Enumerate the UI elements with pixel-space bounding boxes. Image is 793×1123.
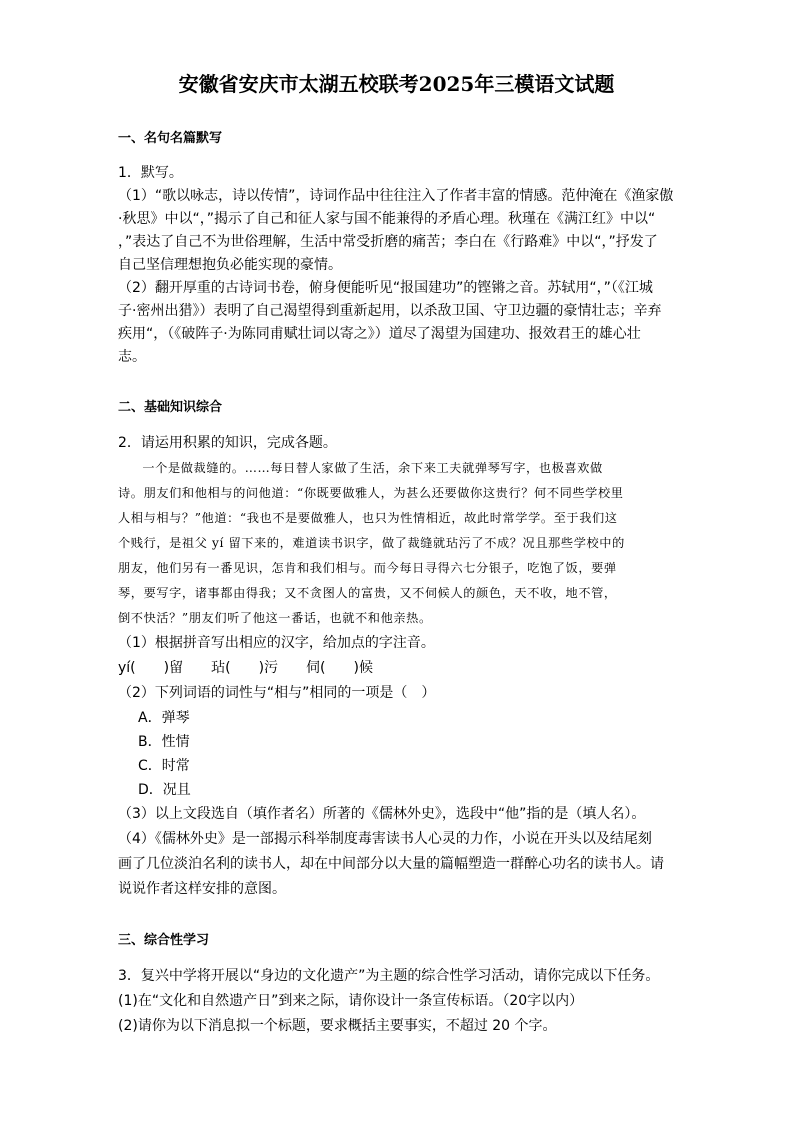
sub-question-1: （1）根据拼音写出相应的汉字，给加点的字注音。 — [118, 635, 435, 651]
text-line: ·秋思》中以“，”揭示了自己和征人家与国不能兼得的矛盾心理。秋瑾在《满江红》中以“ — [118, 211, 656, 227]
text-line: 说说作者这样安排的意图。 — [118, 881, 286, 897]
text-line: 画了几位淡泊名利的读书人，却在中间部分以大量的篇幅塑造一群醉心功名的读书人。请 — [118, 856, 664, 872]
text-line: 志。 — [118, 349, 146, 365]
passage-line: 一个是做裁缝的。……每日替人家做了生活，余下来工夫就弹琴写字，也极喜欢做 — [142, 461, 603, 475]
passage-line: 倒不快活？”朋友们听了他这一番话，也就不和他亲热。 — [118, 611, 432, 625]
passage-line: 朋友，他们另有一番见识，怎肯和我们相与。而今每日寻得六七分银子，吃饱了饭，要弹 — [118, 561, 617, 575]
task-2: (2)请你为以下消息拟一个标题，要求概括主要事实，不超过 20 个字。 — [118, 1018, 557, 1034]
option-a: A．弹琴 — [138, 710, 190, 726]
section-heading-3: 三、综合性学习 — [118, 933, 210, 948]
question-1-part-2 — [118, 277, 678, 369]
section-heading-2: 二、基础知识综合 — [118, 400, 223, 415]
sub-question-4 — [118, 827, 678, 902]
passage-line: 诗。朋友们和他相与的问他道：“你既要做雅人，为甚么还要做你这贵行？何不同些学校里 — [118, 486, 624, 500]
section-heading-1: 一、名句名篇默写 — [118, 131, 223, 146]
text-line: （1）“歌以咏志，诗以传情”，诗词作品中往往注入了作者丰富的情感。范仲淹在《渔家傲 — [118, 188, 674, 204]
text-line: （4）《儒林外史》是一部揭示科举制度毒害读书人心灵的力作，小说在开头以及结尾刻 — [118, 831, 652, 847]
task-1: (1)在“文化和自然遗产日”到来之际，请你设计一条宣传标语。（20字以内） — [118, 993, 584, 1009]
sub-question-2: （2）下列词语的词性与“相与”相同的一项是（ ） — [118, 685, 436, 701]
option-d: D．况且 — [138, 782, 191, 798]
pinyin-item: 玷( )污 — [211, 660, 279, 676]
sub-question-3: （3）以上文段选自（填作者名）所著的《儒林外史》，选段中“他”指的是（填人名）。 — [118, 806, 646, 822]
text-line: 自己坚信理想抱负必能实现的豪情。 — [118, 257, 342, 273]
document-body — [118, 128, 678, 1039]
question-2-stem: 2．请运用积累的知识，完成各题。 — [118, 435, 337, 451]
text-line: 子·密州出猎》）表明了自己渴望得到重新起用，以杀敌卫国、守卫边疆的豪情壮志；辛弃 — [118, 303, 662, 319]
pinyin-items — [118, 656, 678, 681]
option-c: C．时常 — [138, 758, 190, 774]
pinyin-item: 伺( )候 — [306, 660, 373, 676]
passage-line: 琴，要写字，诸事都由得我；又不贪图人的富贵，又不伺候人的颜色，天不收，地不管， — [118, 586, 617, 600]
option-b: B．性情 — [138, 734, 190, 750]
text-line: （2）翻开厚重的古诗词书卷，俯身便能听见“报国建功”的铿锵之音。苏轼用“，”（《江城 — [118, 280, 653, 296]
page-title: 安徽省安庆市太湖五校联考2025年三模语文试题 — [178, 72, 615, 96]
passage-line: 人相与相与？”他道：“我也不是要做雅人，也只为性情相近，故此时常学学。至于我们这 — [118, 511, 618, 525]
text-line: 疾用“，（《破阵子·为陈同甫赋壮词以寄之》）道尽了渴望为国建功、报效君王的雄心壮 — [118, 326, 641, 342]
question-1-stem: 1．默写。 — [118, 165, 183, 181]
question-1-part-1 — [118, 185, 678, 277]
pinyin-item: yí( )留 — [118, 660, 184, 676]
text-line: ，”表达了自己不为世俗理解，生活中常受折磨的痛苦；李白在《行路难》中以“，”抒发了 — [118, 234, 658, 250]
passage-line: 个贱行，是祖父 yí 留下来的，难道读书识字，做了裁缝就玷污了不成？况且那些学校中的 — [118, 536, 625, 550]
reading-passage — [118, 456, 678, 631]
question-3-stem: 3．复兴中学将开展以“身边的文化遗产”为主题的综合性学习活动，请你完成以下任务。 — [118, 968, 660, 984]
